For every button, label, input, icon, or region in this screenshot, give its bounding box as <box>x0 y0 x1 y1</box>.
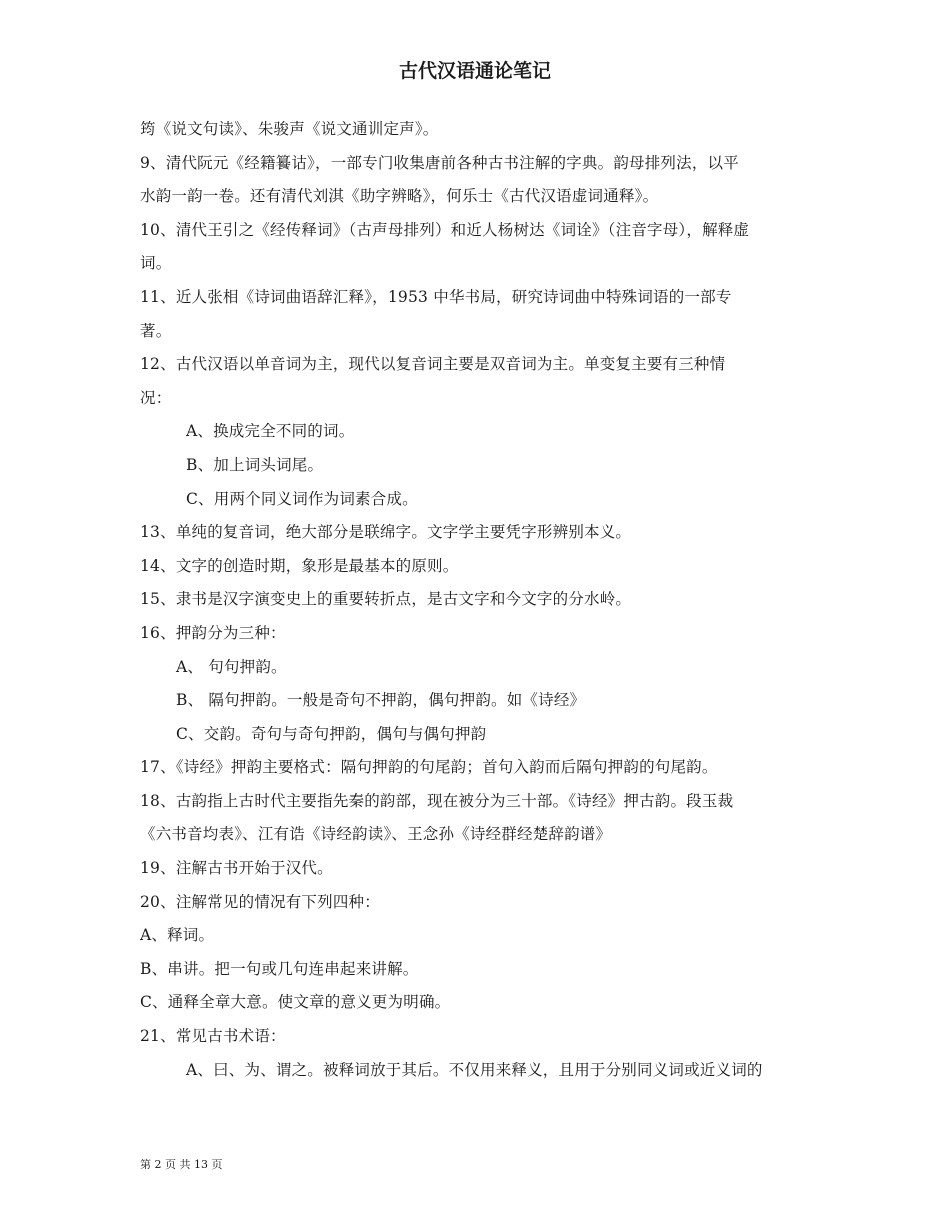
text-line: A、 句句押韵。 <box>176 657 287 676</box>
text-line: 17、《诗经》押韵主要格式：隔句押韵的句尾韵；首句入韵而后隔句押韵的句尾韵。 <box>140 758 718 777</box>
page-number: 第 2 页 共 13 页 <box>140 1158 223 1171</box>
page-title: 古代汉语通论笔记 <box>398 60 551 82</box>
text-line: 19、注解古书开始于汉代。 <box>140 859 333 878</box>
text-line: 16、押韵分为三种： <box>140 623 286 642</box>
text-line: B、串讲。把一句或几句连串起来讲解。 <box>140 959 419 978</box>
text-line: A、换成完全不同的词。 <box>186 422 355 441</box>
text-line: 14、文字的创造时期，象形是最基本的原则。 <box>140 556 459 575</box>
text-line: C、通释全章大意。使文章的意义更为明确。 <box>140 993 451 1012</box>
text-line: 13、单纯的复音词，绝大部分是联绵字。文字学主要凭字形辨别本义。 <box>140 523 632 542</box>
text-line: 词。 <box>140 254 172 273</box>
text-line: 18、古韵指上古时代主要指先秦的韵部，现在被分为三十部。《诗经》押古韵。段玉裁 <box>140 791 734 810</box>
text-line: 《六书音均表》、江有诰《诗经韵读》、王念孙《诗经群经楚辞韵谱》 <box>140 825 612 844</box>
text-line: B、加上词头词尾。 <box>186 455 324 474</box>
text-line: A、释词。 <box>140 926 215 945</box>
document-body <box>140 113 820 1087</box>
text-line: 况： <box>140 388 172 407</box>
text-line: B、 隔句押韵。一般是奇句不押韵，偶句押韵。如《诗经》 <box>176 691 586 710</box>
text-line: 10、清代王引之《经传释词》（古声母排列）和近人杨树达《词诠》（注音字母），解释虚 <box>140 220 750 239</box>
text-line: 9、清代阮元《经籍籑诂》，一部专门收集唐前各种古书注解的字典。韵母排列法，以平 <box>140 153 739 172</box>
text-line: 20、注解常见的情况有下列四种： <box>140 892 380 911</box>
text-line: 筠《说文句读》、朱骏声《说文通训定声》。 <box>140 120 439 138</box>
text-line: 15、隶书是汉字演变史上的重要转折点，是古文字和今文字的分水岭。 <box>140 590 632 609</box>
text-line: A、曰、为、谓之。被释词放于其后。不仅用来释义，且用于分别同义词或近义词的 <box>186 1060 763 1079</box>
text-line: 12、古代汉语以单音词为主，现代以复音词主要是双音词为主。单变复主要有三种情 <box>140 355 726 374</box>
text-line: 21、常见古书术语： <box>140 1027 286 1046</box>
text-line: C、用两个同义词作为词素合成。 <box>186 489 418 508</box>
text-line: 11、近人张相《诗词曲语辞汇释》，1953 中华书局，研究诗词曲中特殊词语的一部专 <box>140 287 732 306</box>
text-line: 水韵一韵一卷。还有清代刘淇《助字辨略》，何乐士《古代汉语虚词通释》。 <box>140 187 659 206</box>
text-line: 著。 <box>140 321 172 340</box>
text-line: C、交韵。奇句与奇句押韵，偶句与偶句押韵 <box>176 724 487 743</box>
